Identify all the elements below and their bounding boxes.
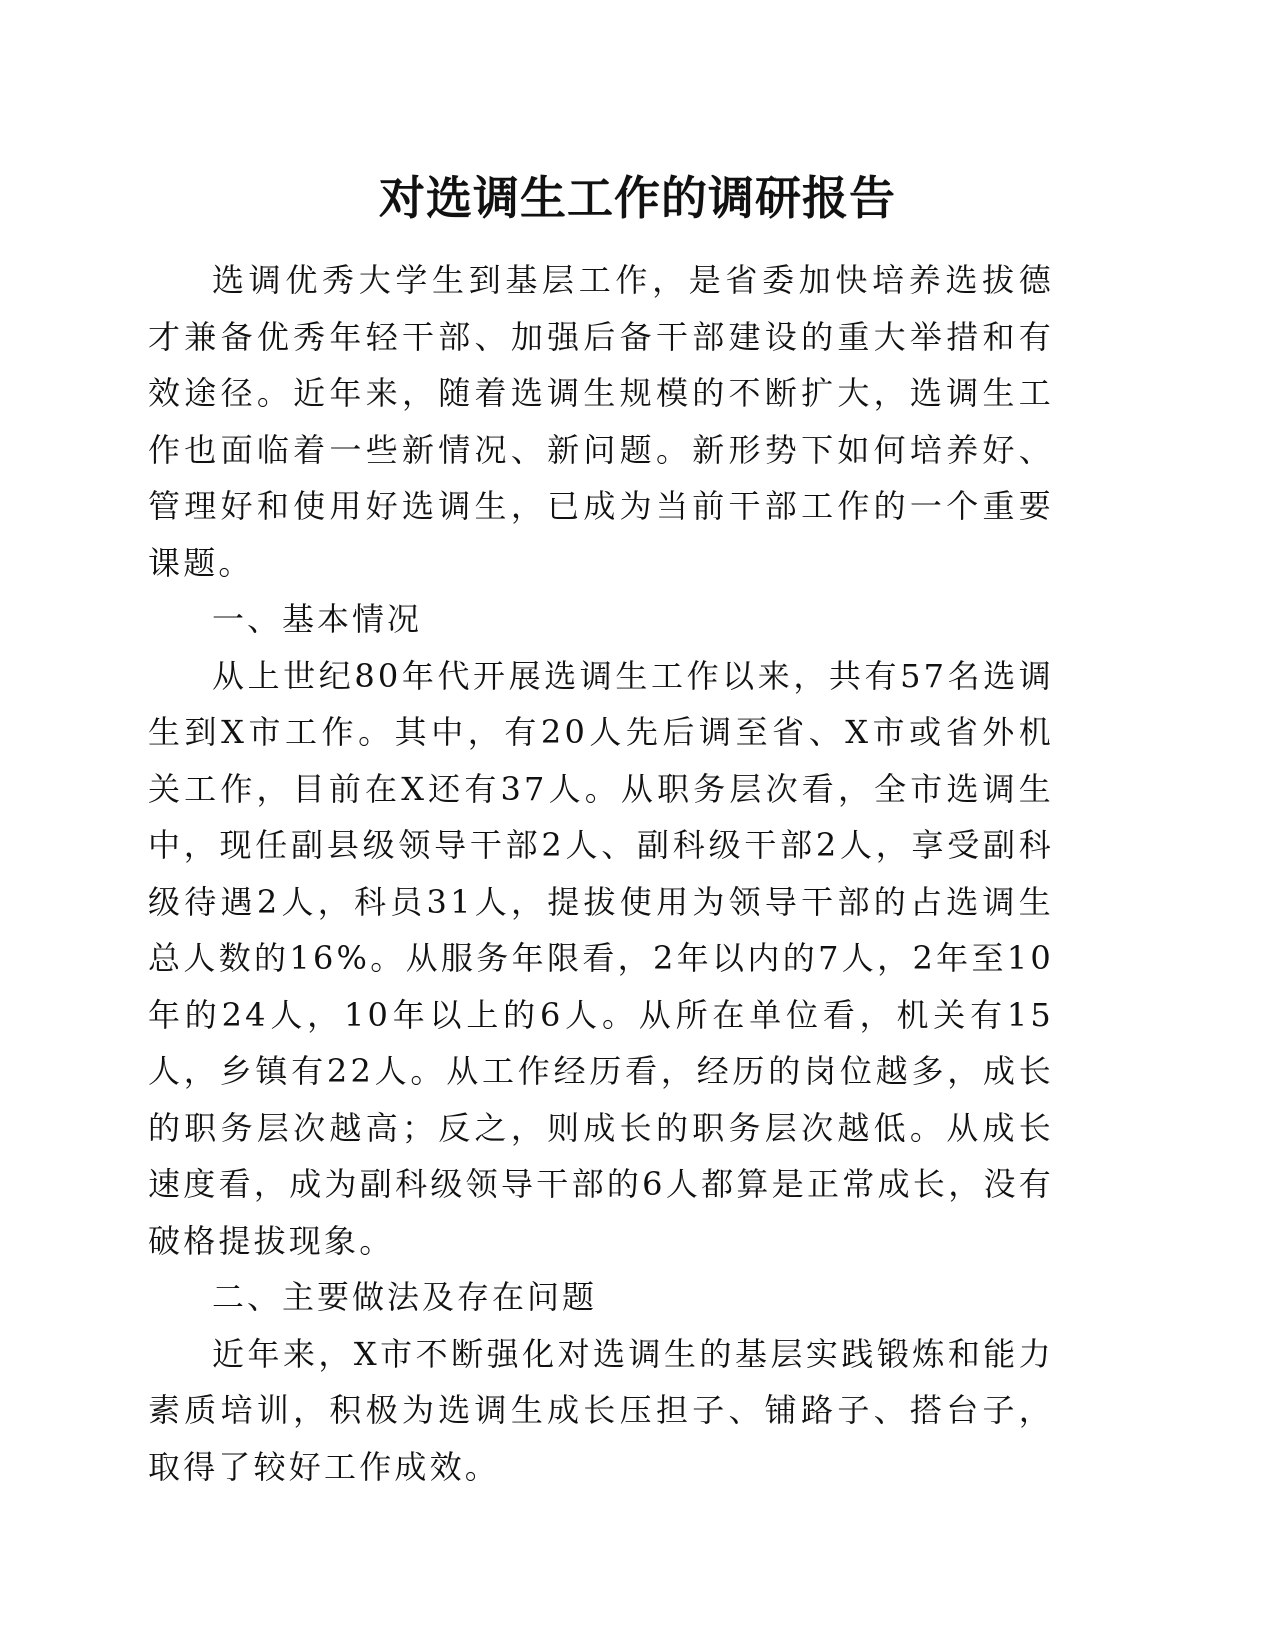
intro-paragraph: 选调优秀大学生到基层工作，是省委加快培养选拔德才兼备优秀年轻干部、加强后备干部建设的重大举措和有效途径。近年来，随着选调生规模的不断扩大，选调生工作也面临着一些新情况、新问题。新形势下如何培养好、管理好和使用好选调生，已成为当前干部工作的一个重要课题。: [148, 261, 1054, 582]
section-heading-basic-situation: 一、基本情况: [212, 600, 423, 638]
document-body: [148, 252, 1054, 1495]
basic-situation-paragraph: 从上世纪80年代开展选调生工作以来，共有57名选调生到X市工作。其中，有20人先后调至省、X市或省外机关工作，目前在X还有37人。从职务层次看，全市选调生中，现任副县级领导干部2人、副科级干部2人，享受副科级待遇2人，科员31人，提拔使用为领导干部的占选调生总人数的16%。从服务年限看，2年以内的7人，2年至10年的24人，10年以上的6人。从所在单位看，机关有15人，乡镇有22人。从工作经历看，经历的岗位越多，成长的职务层次越高；反之，则成长的职务层次越低。从成长速度看，成为副科级领导干部的6人都算是正常成长，没有破格提拔现象。: [148, 656, 1054, 1260]
document-title: 对选调生工作的调研报告: [379, 171, 896, 225]
practices-paragraph: 近年来，X市不断强化对选调生的基层实践锻炼和能力素质培训，积极为选调生成长压担子、铺路子、搭台子，取得了较好工作成效。: [148, 1334, 1054, 1486]
section-heading-practices-and-problems: 二、主要做法及存在问题: [212, 1278, 598, 1316]
